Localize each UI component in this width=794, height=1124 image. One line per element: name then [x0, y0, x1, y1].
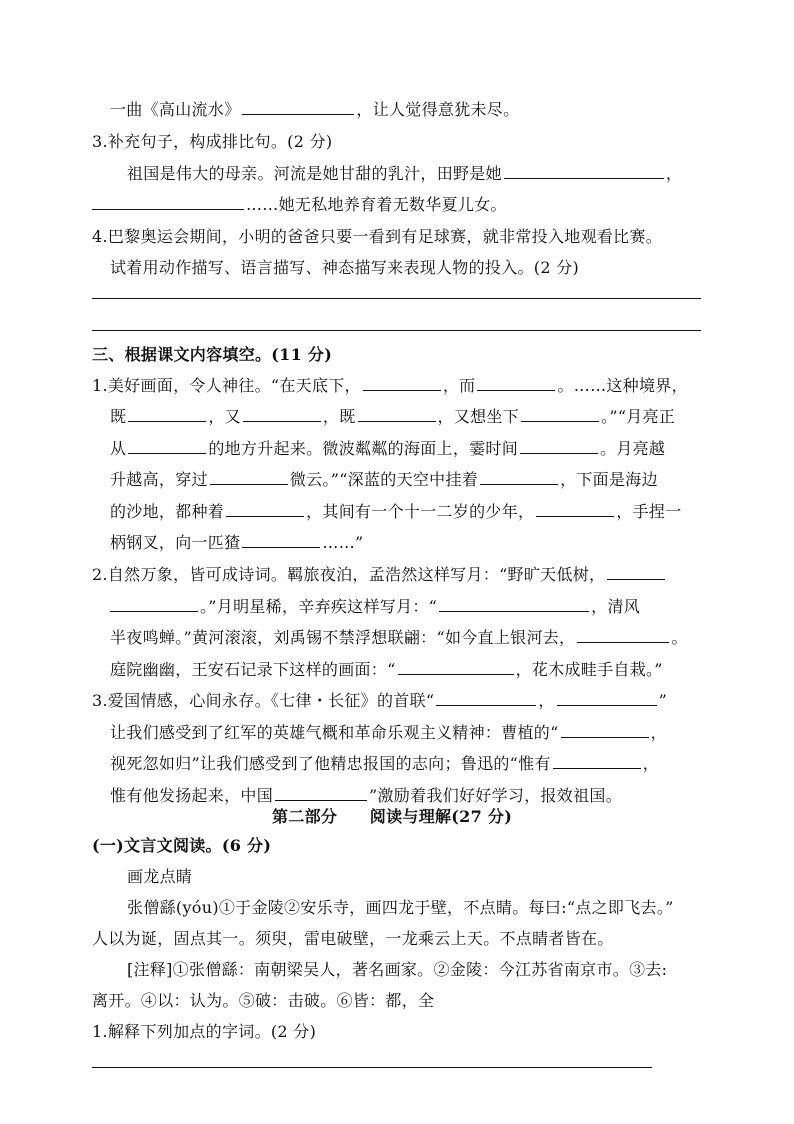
- section3-heading: 三、根据课文内容填空。(11 分): [92, 345, 333, 364]
- s3-q3-line-3: 视死忽如归”让我们感受到了他精忠报国的志向；鲁迅的“惟有 ，: [110, 754, 660, 773]
- question-olympics-instruction: 试着用动作描写、语言描写、神态描写来表现人物的投入。(2 分): [110, 258, 580, 277]
- s3-q1-line-2: 既 ，又 ，既 ，又想坐下 。”“月亮正: [110, 407, 676, 426]
- answer-blank[interactable]: [557, 689, 657, 706]
- s3-q1-line-6: 柄钢叉，向一匹猹 ……”: [110, 533, 364, 552]
- s3-q2-line-2: 。”月明星稀，辛弃疾这样写月：“ ，清风: [110, 595, 640, 619]
- answer-blank[interactable]: [521, 405, 599, 422]
- answer-blank[interactable]: [242, 98, 354, 115]
- answer-blank[interactable]: [520, 437, 598, 454]
- answer-blank[interactable]: [128, 437, 206, 454]
- answer-blank[interactable]: [243, 405, 321, 422]
- answer-line[interactable]: [92, 330, 701, 331]
- answer-blank[interactable]: [110, 595, 198, 612]
- answer-blank[interactable]: [561, 721, 649, 738]
- answer-blank[interactable]: [92, 193, 244, 210]
- passage-title: 画龙点睛: [127, 867, 193, 886]
- answer-blank[interactable]: [439, 595, 589, 612]
- question-parallelism: 3.补充句子，构成排比句。(2 分): [92, 132, 333, 151]
- annotation-line-1: [注释]①张僧繇：南朝梁吴人，著名画家。②金陵：今江苏省南京市。③去:: [127, 960, 668, 979]
- answer-blank[interactable]: [128, 405, 206, 422]
- question-explain-words: 1.解释下列加点的字词。(2 分): [92, 1022, 317, 1041]
- s3-q1-line-4: 升越高，穿过 微云。”“深蓝的天空中挂着 ，下面是海边: [110, 470, 658, 489]
- s3-q3-line-2: 让我们感受到了红军的英雄气概和革命乐观主义精神：曹植的“ ，: [110, 723, 667, 742]
- answer-blank[interactable]: [480, 468, 558, 485]
- part2-heading: 第二部分 阅读与理解(27 分): [272, 807, 513, 826]
- question-olympics: 4.巴黎奥运会期间，小明的爸爸只要一看到有足球赛，就非常投入地观看比赛。: [92, 227, 663, 246]
- answer-blank[interactable]: [577, 626, 669, 643]
- answer-blank[interactable]: [275, 784, 367, 801]
- passage-paragraph-2: 人以为诞，固点其一。须臾，雷电破壁，一龙乘云上天。不点睛者皆在。: [92, 929, 614, 948]
- answer-blank[interactable]: [477, 374, 555, 391]
- answer-blank[interactable]: [607, 563, 665, 580]
- s3-q1-line-1: 1.美好画面，令人神往。“在天底下， ，而 。……这种境界，: [92, 376, 688, 395]
- s3-q2-line-1: 2.自然万象，皆可成诗词。羁旅夜泊，孟浩然这样写月：“野旷天低树，: [92, 563, 667, 587]
- s3-q2-line-3: 半夜鸣蝉。”黄河滚滚，刘禹锡不禁浮想联翩：“如今直上银河去， 。: [110, 628, 688, 647]
- answer-blank[interactable]: [363, 374, 441, 391]
- answer-blank[interactable]: [536, 500, 614, 517]
- answer-blank[interactable]: [553, 752, 641, 769]
- s3-q3-line-4: 惟有他发扬起来，中国 ”激励着我们好好学习，报效祖国。: [110, 786, 622, 805]
- answer-blank[interactable]: [226, 500, 304, 517]
- answer-line[interactable]: [92, 298, 701, 299]
- answer-blank[interactable]: [504, 162, 664, 179]
- answer-line[interactable]: [92, 1067, 652, 1068]
- passage-paragraph-1: 张僧繇(yóu)①于金陵②安乐寺，画四龙于壁，不点睛。每曰:“点之即飞去。”: [127, 898, 674, 917]
- annotation-line-2: 离开。④以：认为。⑤破：击破。⑥皆：都，全: [92, 991, 435, 1010]
- s3-q2-line-4: 庭院幽幽，王安石记录下这样的画面：“ ，花木成畦手自栽。”: [110, 660, 663, 679]
- answer-blank[interactable]: [398, 658, 514, 675]
- s3-q1-line-3: 从 的地方升起来。微波粼粼的海面上，霎时间 。月亮越: [110, 439, 666, 458]
- classical-reading-heading: (一)文言文阅读。(6 分): [92, 836, 272, 855]
- answer-blank[interactable]: [358, 405, 436, 422]
- answer-blank[interactable]: [436, 689, 536, 706]
- answer-blank[interactable]: [242, 531, 320, 548]
- s3-q3-line-1: 3.爱国情感，心间永存。《七律・长征》的首联“ ， ”: [92, 691, 668, 710]
- sentence-gaoshan: 一曲《高山流水》 ，让人觉得意犹未尽。: [110, 100, 520, 119]
- s3-q1-line-5: 的沙地，都种着 ，其间有一个十一二岁的少年， ，手捏一: [110, 502, 682, 521]
- parallelism-line-1: 祖国是伟大的母亲。河流是她甘甜的乳汁，田野是她 ，: [127, 164, 683, 183]
- parallelism-line-2: ……她无私地养育着无数华夏儿女。: [92, 193, 507, 217]
- answer-blank[interactable]: [210, 468, 288, 485]
